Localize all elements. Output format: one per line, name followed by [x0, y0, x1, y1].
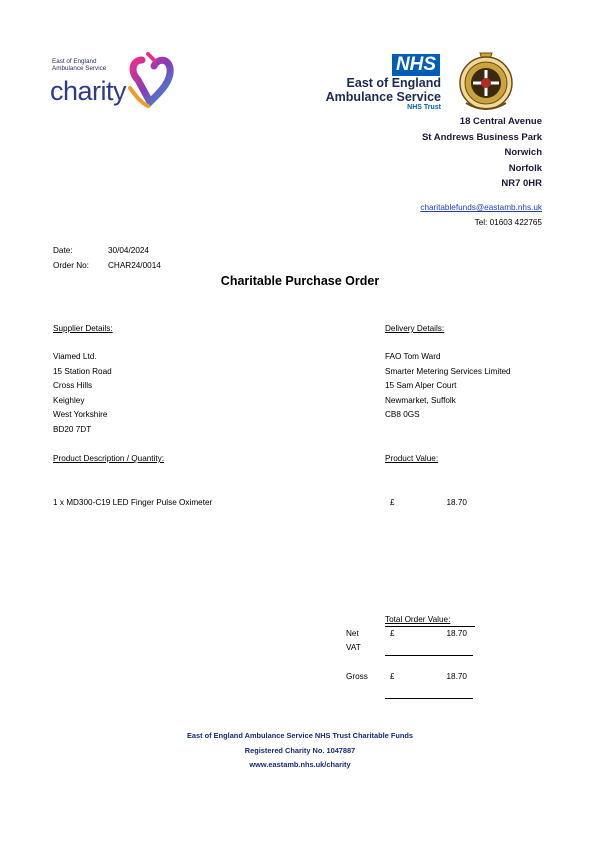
- charity-logo-org-line2: Ambulance Service: [52, 65, 107, 72]
- delivery-line: CB8 0GS: [385, 410, 420, 419]
- charity-logo-org-text: [52, 58, 122, 72]
- product-value-heading: Product Value:: [385, 454, 439, 463]
- product-item-description: 1 x MD300-C19 LED Finger Pulse Oximeter: [53, 498, 213, 507]
- charity-logo-word: charity: [50, 76, 127, 106]
- nhs-name-line1: East of England: [346, 76, 441, 90]
- document-title: Charitable Purchase Order: [220, 274, 380, 288]
- supplier-line: BD20 7DT: [53, 424, 92, 434]
- totals-mid-rule: [385, 655, 473, 656]
- product-description-heading: Product Description / Quantity:: [53, 454, 165, 463]
- date-value: 30/04/2024: [108, 246, 149, 255]
- contact-block: [330, 201, 542, 230]
- total-order-heading: Total Order Value:: [385, 615, 451, 624]
- order-number-value: CHAR24/0014: [108, 261, 161, 270]
- footer-charity-number: Registered Charity No. 1047887: [244, 745, 356, 755]
- delivery-line: FAO Tom Ward: [385, 352, 441, 361]
- gross-value: 18.70: [446, 672, 467, 681]
- net-currency: £: [390, 629, 395, 638]
- address-line: NR7 0HR: [501, 178, 542, 189]
- footer-charity-name: East of England Ambulance Service NHS Trust Charitable Funds: [186, 731, 413, 740]
- delivery-line: Newmarket, Suffolk: [385, 395, 456, 405]
- delivery-heading: Delivery Details:: [385, 324, 445, 333]
- supplier-line: West Yorkshire: [53, 410, 108, 419]
- delivery-line: 15 Sam Alper Court: [385, 381, 457, 390]
- gross-label: Gross: [346, 672, 368, 681]
- product-item-currency: £: [390, 498, 395, 507]
- address-line: St Andrews Business Park: [421, 131, 542, 143]
- nhs-name-line2: Ambulance Service: [325, 89, 441, 104]
- totals-bottom-rule: [385, 698, 473, 699]
- contact-telephone: Tel: 01603 422765: [474, 217, 542, 227]
- address-line: Norfolk: [508, 162, 542, 174]
- ambulance-crest-icon: [456, 51, 516, 113]
- supplier-line: Cross Hills: [53, 381, 93, 390]
- nhs-trust-name: [315, 77, 441, 104]
- supplier-line: 15 Station Road: [53, 366, 112, 376]
- charity-logo-org-line1: East of England: [52, 58, 97, 65]
- delivery-line: Smarter Metering Services Limited: [385, 366, 511, 376]
- order-number-label: Order No:: [53, 261, 89, 270]
- supplier-line: Keighley: [53, 395, 85, 405]
- nhs-badge: NHS: [392, 54, 440, 76]
- gross-currency: £: [390, 672, 395, 681]
- delivery-details: [385, 350, 511, 423]
- footer: [0, 729, 595, 773]
- footer-website-link[interactable]: www.eastamb.nhs.uk/charity: [249, 760, 351, 769]
- supplier-heading: Supplier Details:: [53, 324, 113, 333]
- contact-email-link[interactable]: charitablefunds@eastamb.nhs.uk: [420, 203, 542, 212]
- net-value: 18.70: [446, 629, 467, 638]
- supplier-details: [53, 350, 112, 437]
- trust-address: [330, 114, 542, 192]
- vat-label: VAT: [346, 643, 361, 652]
- supplier-line: Viamed Ltd.: [53, 352, 97, 361]
- product-item-value: 18.70: [446, 498, 467, 507]
- charity-heart-icon: [128, 52, 176, 110]
- net-label: Net: [346, 629, 359, 638]
- nhs-trust-label: NHS Trust: [407, 104, 441, 111]
- address-line: Norwich: [504, 147, 542, 158]
- date-label: Date:: [53, 246, 73, 255]
- address-line: 18 Central Avenue: [459, 116, 542, 127]
